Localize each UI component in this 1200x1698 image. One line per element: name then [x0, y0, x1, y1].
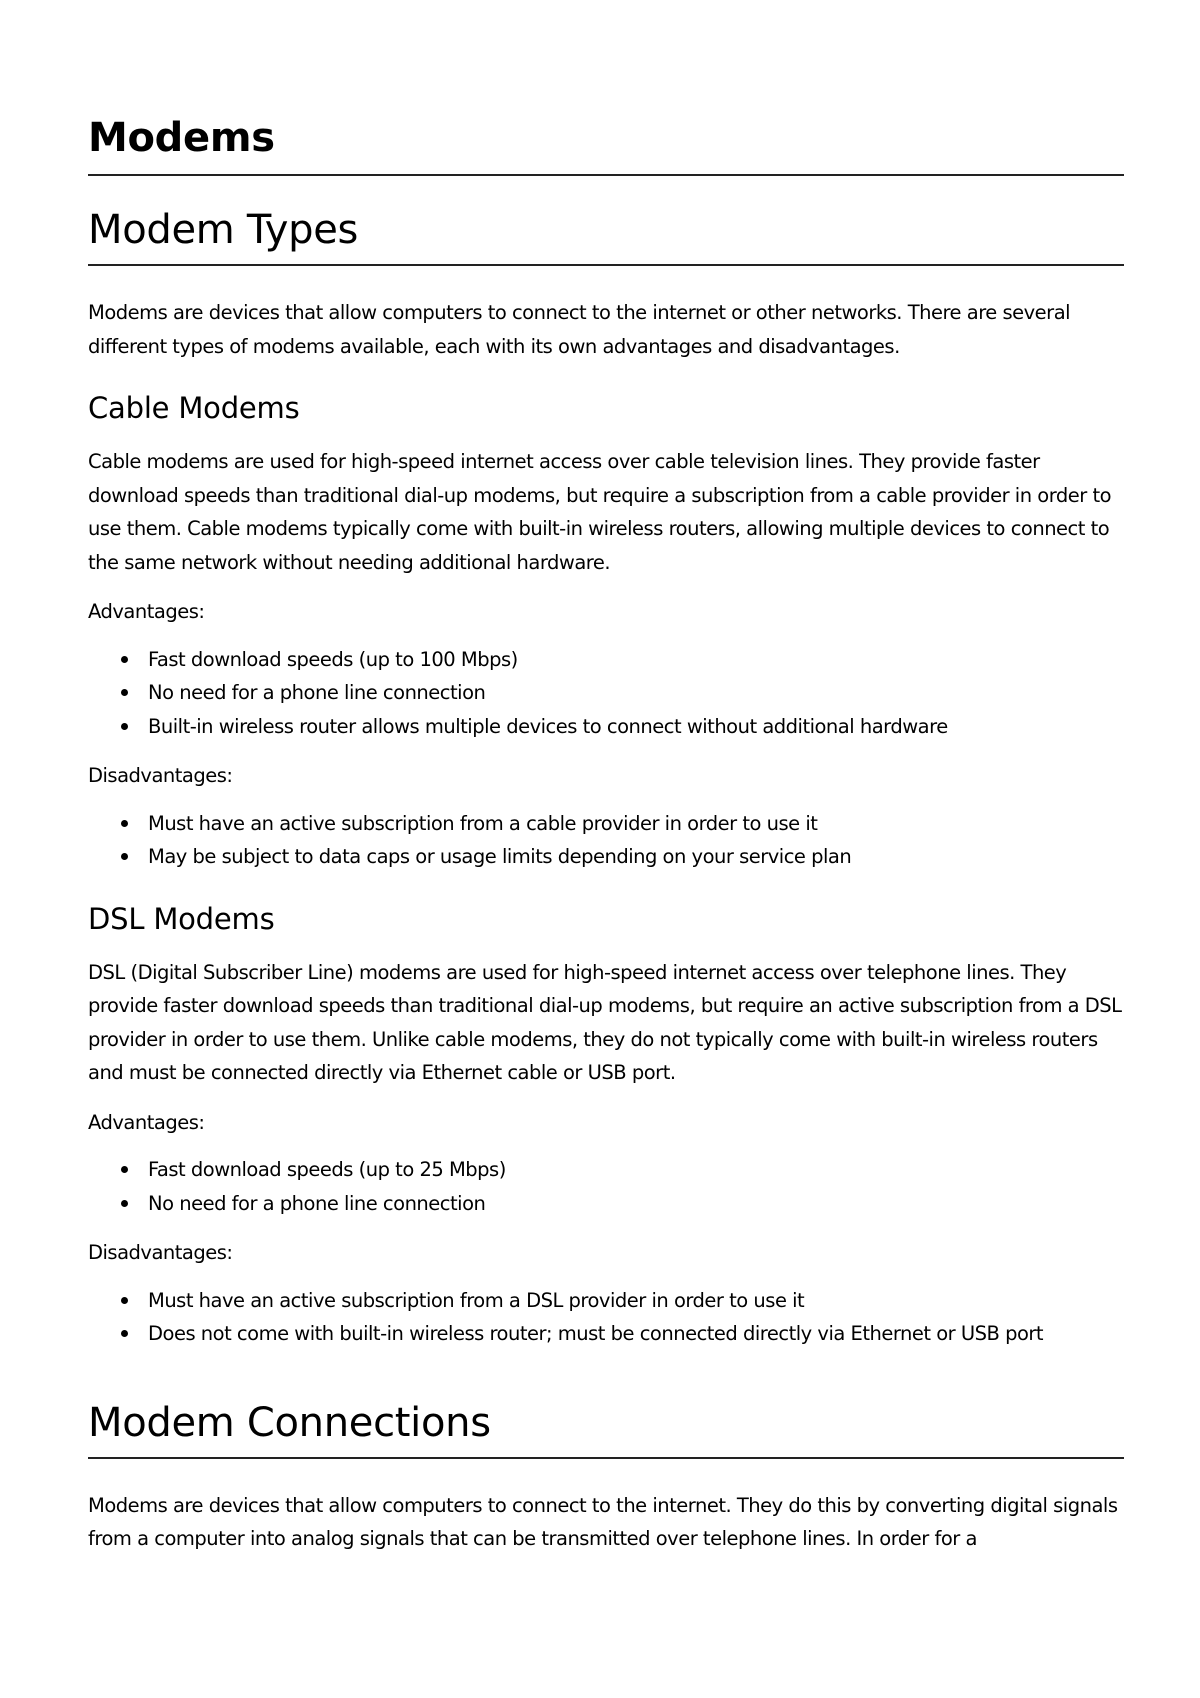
list-item	[148, 1317, 1124, 1351]
list-item	[148, 807, 1124, 841]
list-item	[148, 676, 1124, 710]
bullet-icon	[121, 853, 128, 860]
advantages-label: Advantages:	[88, 1110, 205, 1134]
list-item-text: May be subject to data caps or usage limits depending on your service plan	[148, 845, 852, 868]
advantages-list	[88, 643, 1124, 744]
list-item	[148, 643, 1124, 677]
section-intro-modem-connections: Modems are devices that allow computers to connect to the internet. They do this by converting digital signals from a computer into analog signals that can be transmitted over telephone lines. In order for a	[88, 1493, 1118, 1550]
subsection-heading-dsl-modems: DSL Modems	[88, 901, 275, 936]
list-item	[148, 840, 1124, 874]
list-item-text: No need for a phone line connection	[148, 681, 486, 704]
section-heading-modem-connections: Modem Connections	[88, 1397, 1124, 1459]
bullet-icon	[121, 1200, 128, 1207]
list-item	[148, 1187, 1124, 1221]
section-heading-modem-types: Modem Types	[88, 204, 1124, 266]
document-title: Modems	[88, 112, 1124, 176]
list-item-text: Built-in wireless router allows multiple devices to connect without additional hardware	[148, 714, 948, 738]
disadvantages-list	[88, 807, 1124, 874]
bullet-icon	[121, 820, 128, 827]
list-item	[148, 1153, 1124, 1187]
list-item-text: Must have an active subscription from a cable provider in order to use it	[148, 811, 818, 835]
subsection-body-cable-modems: Cable modems are used for high-speed internet access over cable television lines. They provide faster download speeds than traditional dial-up modems, but require a subscription from a cable provider in order to use them. Cable modems typically come with built-in wireless routers, allowing multiple devices to connect to the same network without needing additional hardware.	[88, 450, 1112, 574]
list-item	[148, 1284, 1124, 1318]
subsection-body-dsl-modems: DSL (Digital Subscriber Line) modems are used for high-speed internet access over telephone lines. They provide faster download speeds than traditional dial-up modems, but require an active subscription from a DSL provider in order to use them. Unlike cable modems, they do not typically come with built-in wireless routers and must be connected directly via Ethernet cable or USB port.	[88, 960, 1122, 1084]
list-item-text: Must have an active subscription from a DSL provider in order to use it	[148, 1288, 805, 1312]
bullet-icon	[121, 1166, 128, 1173]
bullet-icon	[121, 656, 128, 663]
list-item-text: Fast download speeds (up to 100 Mbps)	[148, 647, 518, 671]
bullet-icon	[121, 1297, 128, 1304]
list-item-text: Does not come with built-in wireless router; must be connected directly via Ethernet or USB port	[148, 1322, 1044, 1345]
list-item-text: Fast download speeds (up to 25 Mbps)	[148, 1158, 506, 1181]
list-item	[148, 710, 1124, 744]
bullet-icon	[121, 689, 128, 696]
advantages-label: Advantages:	[88, 600, 205, 623]
bullet-icon	[121, 723, 128, 730]
disadvantages-label: Disadvantages:	[88, 764, 233, 787]
section-intro-modem-types: Modems are devices that allow computers to connect to the internet or other networks. There are several different types of modems available, each with its own advantages and disadvantages.	[88, 301, 1071, 358]
disadvantages-list	[88, 1284, 1124, 1351]
disadvantages-label: Disadvantages:	[88, 1241, 233, 1264]
bullet-icon	[121, 1330, 128, 1337]
advantages-list	[88, 1153, 1124, 1220]
subsection-heading-cable-modems: Cable Modems	[88, 391, 300, 425]
list-item-text: No need for a phone line connection	[148, 1191, 486, 1215]
